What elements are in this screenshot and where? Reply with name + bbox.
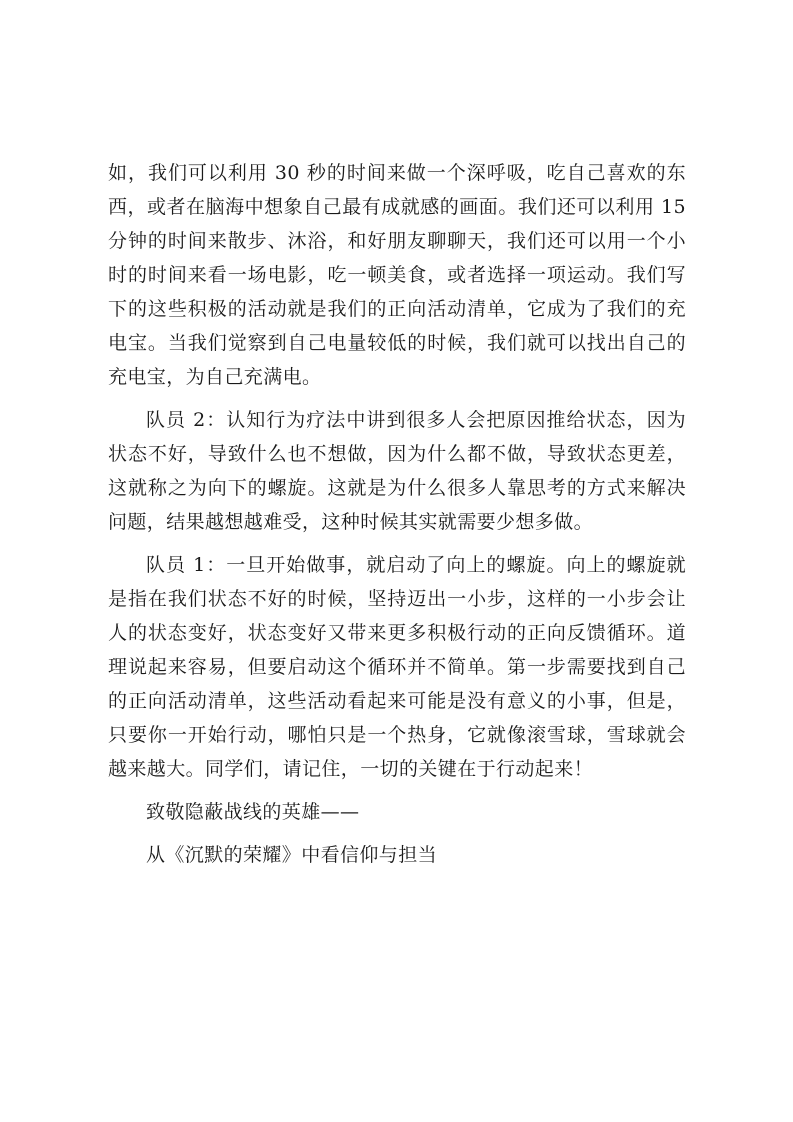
paragraph-member-2: 队员 2：认知行为疗法中讲到很多人会把原因推给状态，因为状态不好，导致什么也不想做，因为什么都不做，导致状态更差，这就称之为向下的螺旋。这就是为什么很多人靠思考的方式来解决问题，结果越想越难受，这种时候其实就需要少想多做。 <box>108 409 686 533</box>
section-title-line-2: 从《沉默的荣耀》中看信仰与担当 <box>146 844 438 866</box>
document-body <box>108 156 686 881</box>
section-title-line-1: 致敬隐蔽战线的英雄—— <box>146 801 360 823</box>
paragraph-member-1: 队员 1：一旦开始做事，就启动了向上的螺旋。向上的螺旋就是指在我们状态不好的时候，坚持迈出一小步，这样的一小步会让人的状态变好，状态变好又带来更多积极行动的正向反馈循环。道理说起来容易，但要启动这个循环并不简单。第一步需要找到自己的正向活动清单，这些活动看起来可能是没有意义的小事，但是，只要你一开始行动，哪怕只是一个热身，它就像滚雪球，雪球就会越来越大。同学们，请记住，一切的关键在于行动起来！ <box>108 554 686 780</box>
paragraph-continuation: 如，我们可以利用 30 秒的时间来做一个深呼吸，吃自己喜欢的东西，或者在脑海中想象自己最有成就感的画面。我们还可以利用 15 分钟的时间来散步、沐浴，和好朋友聊聊天，我们还可以用一个小时的时间来看一场电影，吃一顿美食，或者选择一项运动。我们写下的这些积极的活动就是我们的正向活动清单，它成为了我们的充电宝。当我们觉察到自己电量较低的时候，我们就可以找出自己的充电宝，为自己充满电。 <box>108 162 686 388</box>
